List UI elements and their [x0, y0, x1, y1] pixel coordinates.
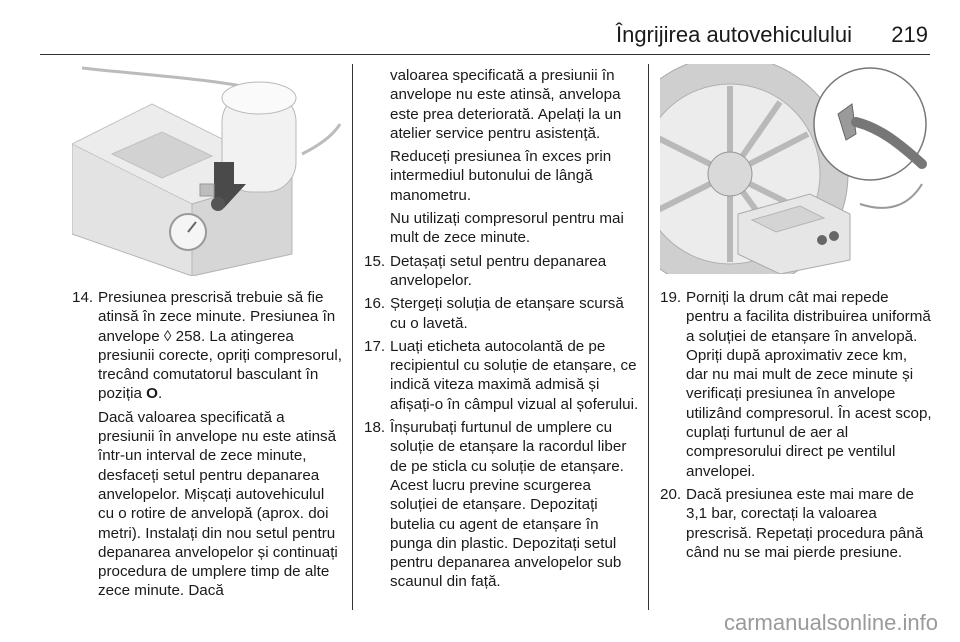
- instruction-step-18: 18. Înșurubați furtunul de umplere cu soluție de etanșare la racordul liber de pe sticla cu soluție de etanșare. Acest lucru previne scurgerea soluției de etanșare. Depozitați butelia cu agent de etanșare în punga din plastic. Depozitați setul pentru depanarea anvelopelor sub scaunul din față.: [364, 419, 627, 591]
- instruction-step-15: 15. Detașați setul pentru depanarea anvelopelor.: [364, 252, 607, 289]
- instruction-step-20: 20. Dacă presiunea este mai mare de 3,1 bar, corectați la valoarea prescrisă. Repetați procedura până când nu se mai pierde presiune.: [660, 485, 924, 561]
- tire-inflation-illustration: [660, 64, 932, 274]
- instruction-step-19: 19. Porniți la drum cât mai repede pentru a facilita distribuirea uniformă a soluției de etanșare în anvelopă. Opriți după aproximativ zece km, dar nu mai mult de zece minute și verificați presiunea în anvelope utilizând compresorul. În acest scop, cuplați furtunul de aer al compresorului direct pe ventilul anvelopei.: [660, 289, 932, 480]
- instruction-step-14: 14. Presiunea prescrisă trebuie să fie atinsă în zece minute. Presiunea în anvelope ◊ 258. La atingerea presiunii corecte, opriți compresorul, trecând comutatorul basculant în poziția O. Dacă valoarea specificată a presiunii în anvelope nu este atinsă într-un interval de zece minute, desfaceți setul pentru depanarea anvelopelor. Mișcați autovehiculul cu o rotire de anvelopă (aprox. doi metri). Instalați din nou setul pentru depanarea anvelopelor și continuați procedura de umplere timp de alte zece minute. Dacă: [72, 288, 344, 601]
- step-14-note-1: Reduceți presiunea în exces prin intermediul butonului de lângă manometru.: [390, 148, 612, 204]
- step-14-paragraph-2: Dacă valoarea specificată a presiunii în anvelope nu este atinsă într-un interval de zece minute, desfaceți setul pentru depanarea anvelopelor. Mișcați autovehiculul cu o rotire de anvelopă (aprox. doi metri). Instalați din nou setul pentru depanarea anvelopelor și continuați procedura de umplere timp de alte zece minute. Dacă: [98, 408, 338, 600]
- column-divider-1: [352, 64, 353, 610]
- instruction-step-17: 17. Luați eticheta autocolantă de pe recipientul cu soluție de etanșare, ce indică viteza maximă admisă și afișați-o în câmpul vizual al șoferului.: [364, 337, 639, 413]
- compressor-illustration: [72, 64, 344, 276]
- instruction-step-16: 16. Ștergeți soluția de etanșare scursă cu o lavetă.: [364, 295, 624, 332]
- step-14-continuation: valoarea specificată a presiunii în anvelope nu este atinsă, anvelopa este prea deteriorată. Apelați la un atelier service pentru asistență.: [390, 67, 622, 142]
- page-number: 219: [891, 22, 928, 47]
- page-title: Îngrijirea autovehiculului: [615, 22, 852, 47]
- column-1: [72, 64, 344, 605]
- column-divider-2: [648, 64, 649, 610]
- watermark: carmanualsonline.info: [723, 610, 938, 635]
- page-header: [40, 14, 930, 55]
- step-14-note-2: Nu utilizați compresorul pentru mai mult de zece minute.: [390, 210, 624, 247]
- column-3: [660, 64, 932, 566]
- page-reference-icon: ◊: [163, 327, 172, 345]
- column-2: [364, 66, 640, 596]
